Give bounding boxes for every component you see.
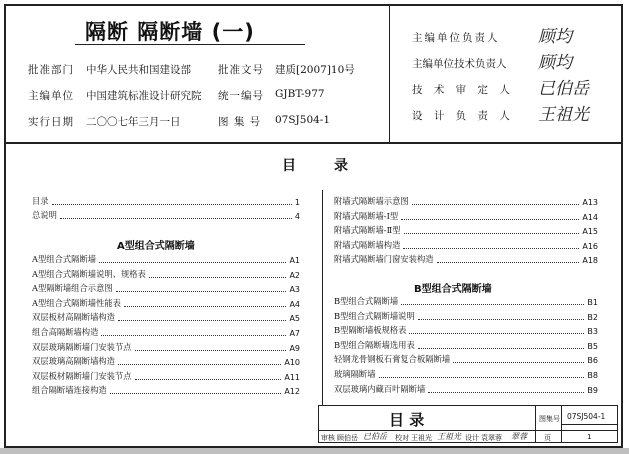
leader-dots <box>379 377 585 378</box>
toc-entry[interactable] <box>32 283 300 294</box>
review-label: 审核 <box>321 434 335 442</box>
leader-dots <box>409 333 584 334</box>
toc-heading-left: 目 <box>282 158 296 174</box>
toc-entry[interactable] <box>334 254 598 265</box>
toc-entry-page: B2 <box>587 312 598 322</box>
toc-entry-title: 附墙式隔断墙-Ⅰ型 <box>334 210 399 221</box>
leader-dots <box>124 306 286 307</box>
toc-entry[interactable] <box>334 325 598 336</box>
toc-entry-page: A3 <box>289 285 300 295</box>
section-title-a: A型组合式隔断墙 <box>117 241 195 252</box>
toc-entry-page: B8 <box>587 371 598 380</box>
leader-dots <box>401 304 584 305</box>
toc-entry[interactable] <box>32 327 300 338</box>
toc-entry-title: 附墙式隔断墙-Ⅱ型 <box>334 225 401 236</box>
toc-entry-page: 4 <box>294 212 300 221</box>
toc-column-divider <box>322 190 323 405</box>
meta-label-approve-dept: 批准部门 <box>28 64 74 76</box>
toc-entry[interactable] <box>32 254 300 265</box>
toc-entry-page: A5 <box>289 314 300 324</box>
review-signature: 已伯岳 <box>363 432 387 441</box>
toc-entry[interactable] <box>334 296 598 307</box>
check-label: 校对 <box>395 434 409 442</box>
toc-entry[interactable] <box>334 225 598 236</box>
toc-entry-title: 组合隔断墙连接构造 <box>32 385 107 396</box>
leader-dots <box>110 393 282 394</box>
meta-value-approve-dept: 中华人民共和国建设部 <box>86 64 191 76</box>
toc-entry-page: A16 <box>582 241 598 251</box>
leader-dots <box>135 350 287 351</box>
toc-entry[interactable] <box>32 342 300 353</box>
bottom-scan-shade <box>0 448 629 454</box>
leader-dots <box>118 320 286 321</box>
meta-label-approve-no: 批准文号 <box>218 64 264 76</box>
toc-entry-page: A1 <box>289 256 300 265</box>
check-name: 王祖光 <box>411 434 432 442</box>
leader-dots <box>403 248 579 249</box>
title-block-rule <box>561 424 617 425</box>
toc-entry-page: B9 <box>587 385 598 395</box>
toc-entry-page: B1 <box>587 298 598 307</box>
toc-entry-title: 双层玻璃高隔断墙构造 <box>32 356 115 367</box>
toc-entry[interactable] <box>334 311 598 322</box>
design-label: 设计 <box>465 434 479 442</box>
toc-entry-page: 1 <box>294 198 300 207</box>
check-signature: 王祖光 <box>437 432 461 441</box>
toc-entry-page: A11 <box>284 372 300 382</box>
toc-entry-title: 附墙式隔断墙示意图 <box>334 196 409 206</box>
toc-entry-title: 轻钢龙骨钢板石膏复合板隔断墙 <box>334 354 451 365</box>
toc-entry-title: A型组合式隔断墙 <box>32 254 97 264</box>
responsible-role-1: 主编单位负责人 <box>412 32 500 44</box>
meta-value-approve-no: 建质[2007]10号 <box>275 64 355 76</box>
toc-entry[interactable] <box>334 211 598 222</box>
toc-entry-title: A型隔断墙组合示意图 <box>32 283 113 294</box>
responsible-signature-2: 顾均 <box>538 53 572 73</box>
toc-entry-title: A型组合式隔断墙说明、规格表 <box>32 268 146 279</box>
responsible-signature-4: 王祖光 <box>538 105 589 125</box>
toc-entry-page: B6 <box>587 356 598 366</box>
meta-label-effective-date: 实行日期 <box>28 116 74 128</box>
toc-entry-page: A13 <box>582 198 598 207</box>
toc-entry[interactable] <box>32 210 300 221</box>
toc-entry[interactable] <box>32 269 300 280</box>
toc-entry[interactable] <box>334 354 598 365</box>
toc-entry[interactable] <box>334 340 598 351</box>
meta-label-editor-unit: 主编单位 <box>28 90 74 102</box>
toc-entry-page: A2 <box>289 270 300 280</box>
toc-entry[interactable] <box>334 369 598 380</box>
review-name: 顾伯岳 <box>337 434 358 442</box>
design-name: 袁翠蓉 <box>481 434 502 442</box>
toc-entry-page: A10 <box>284 358 300 368</box>
toc-entry-title: 附墙式隔断墙构造 <box>334 239 401 250</box>
atlas-value: 07SJ504-1 <box>567 412 606 421</box>
leader-dots <box>437 262 580 263</box>
toc-entry-page: A12 <box>284 387 300 397</box>
leader-dots <box>401 219 579 220</box>
page-value: 1 <box>587 433 592 441</box>
responsible-role-4: 设 计 负 责 人 <box>412 110 514 122</box>
atlas-label: 图集号 <box>539 415 560 423</box>
toc-entry-page: A7 <box>289 329 300 338</box>
leader-dots <box>404 233 580 234</box>
toc-entry[interactable] <box>32 298 300 309</box>
toc-entry-page: A9 <box>289 343 300 353</box>
header-divider <box>389 4 390 144</box>
toc-entry-title: 附墙式隔断墙门窗安装构造 <box>334 254 434 265</box>
toc-entry[interactable] <box>334 196 598 207</box>
leader-dots <box>418 319 585 320</box>
leader-dots <box>101 335 286 336</box>
toc-entry-title: 玻璃隔断墙 <box>334 369 376 379</box>
title-block-name: 目 录 <box>389 411 425 429</box>
meta-label-unified-no: 统一编号 <box>218 90 264 102</box>
responsible-signature-1: 顾均 <box>538 27 572 47</box>
responsible-signature-3: 已伯岳 <box>538 79 589 99</box>
toc-entry-title: 双层玻璃隔断墙门安装节点 <box>32 341 132 352</box>
toc-entry-title: B型隔断墙板规格表 <box>334 325 407 336</box>
leader-dots <box>99 262 286 263</box>
responsible-role-3: 技 术 审 定 人 <box>412 84 514 96</box>
toc-entry[interactable] <box>32 312 300 323</box>
toc-entry-title: 总说明 <box>32 210 57 220</box>
leader-dots <box>428 392 584 393</box>
meta-value-unified-no: GJBT-977 <box>275 88 325 100</box>
toc-entry-page: A14 <box>582 212 598 222</box>
toc-entry-title: 双层板材高隔断墙构造 <box>32 312 115 323</box>
toc-entry-title: 组合高隔断墙构造 <box>32 327 99 337</box>
toc-entry[interactable] <box>32 385 300 396</box>
page-title: 隔断 隔断墙 (一) <box>85 20 255 44</box>
responsible-role-2: 主编单位技术负责人 <box>412 58 507 70</box>
leader-dots <box>412 204 580 205</box>
toc-entry-title: B型组合式隔断墙 <box>334 296 399 306</box>
title-block <box>318 405 618 443</box>
toc-entry-title: 目录 <box>32 196 49 206</box>
leader-dots <box>118 364 281 365</box>
toc-entry[interactable] <box>32 196 300 207</box>
toc-entry-page: B5 <box>587 341 598 351</box>
title-block-rule <box>535 406 536 442</box>
toc-entry-page: A4 <box>289 299 300 309</box>
leader-dots <box>149 277 287 278</box>
leader-dots <box>116 291 287 292</box>
meta-value-atlas-no: 07SJ504-1 <box>275 114 331 126</box>
toc-entry-page: A15 <box>582 227 598 237</box>
toc-entry-title: B型组合隔断墙选用表 <box>334 339 415 350</box>
section-title-b: B型组合式隔断墙 <box>414 284 492 295</box>
leader-dots <box>135 379 282 380</box>
leader-dots <box>418 348 585 349</box>
toc-entry-title: 双层板材隔断墙门安装节点 <box>32 370 132 381</box>
meta-label-atlas-no: 图 集 号 <box>218 116 262 128</box>
toc-entry-page: B3 <box>587 327 598 337</box>
toc-entry-title: A型组合式隔断墙性能表 <box>32 297 121 308</box>
toc-entry-page: A18 <box>582 256 598 266</box>
toc-heading-right: 录 <box>334 158 348 174</box>
meta-value-effective-date: 二〇〇七年三月一日 <box>86 116 181 128</box>
meta-value-editor-unit: 中国建筑标准设计研究院 <box>86 90 202 102</box>
header-bottom-rule <box>4 142 623 144</box>
title-underline <box>75 44 305 45</box>
toc-entry[interactable] <box>334 240 598 251</box>
toc-entry[interactable] <box>32 371 300 382</box>
design-signature: 翠蓉 <box>511 432 527 441</box>
toc-entry[interactable] <box>32 356 300 367</box>
toc-entry-title: B型组合式隔断墙说明 <box>334 310 415 321</box>
leader-dots <box>453 362 584 363</box>
toc-entry[interactable] <box>334 384 598 395</box>
page-label: 页 <box>544 434 551 442</box>
toc-entry-title: 双层玻璃内藏百叶隔断墙 <box>334 383 426 394</box>
leader-dots <box>60 218 292 219</box>
leader-dots <box>52 204 292 205</box>
